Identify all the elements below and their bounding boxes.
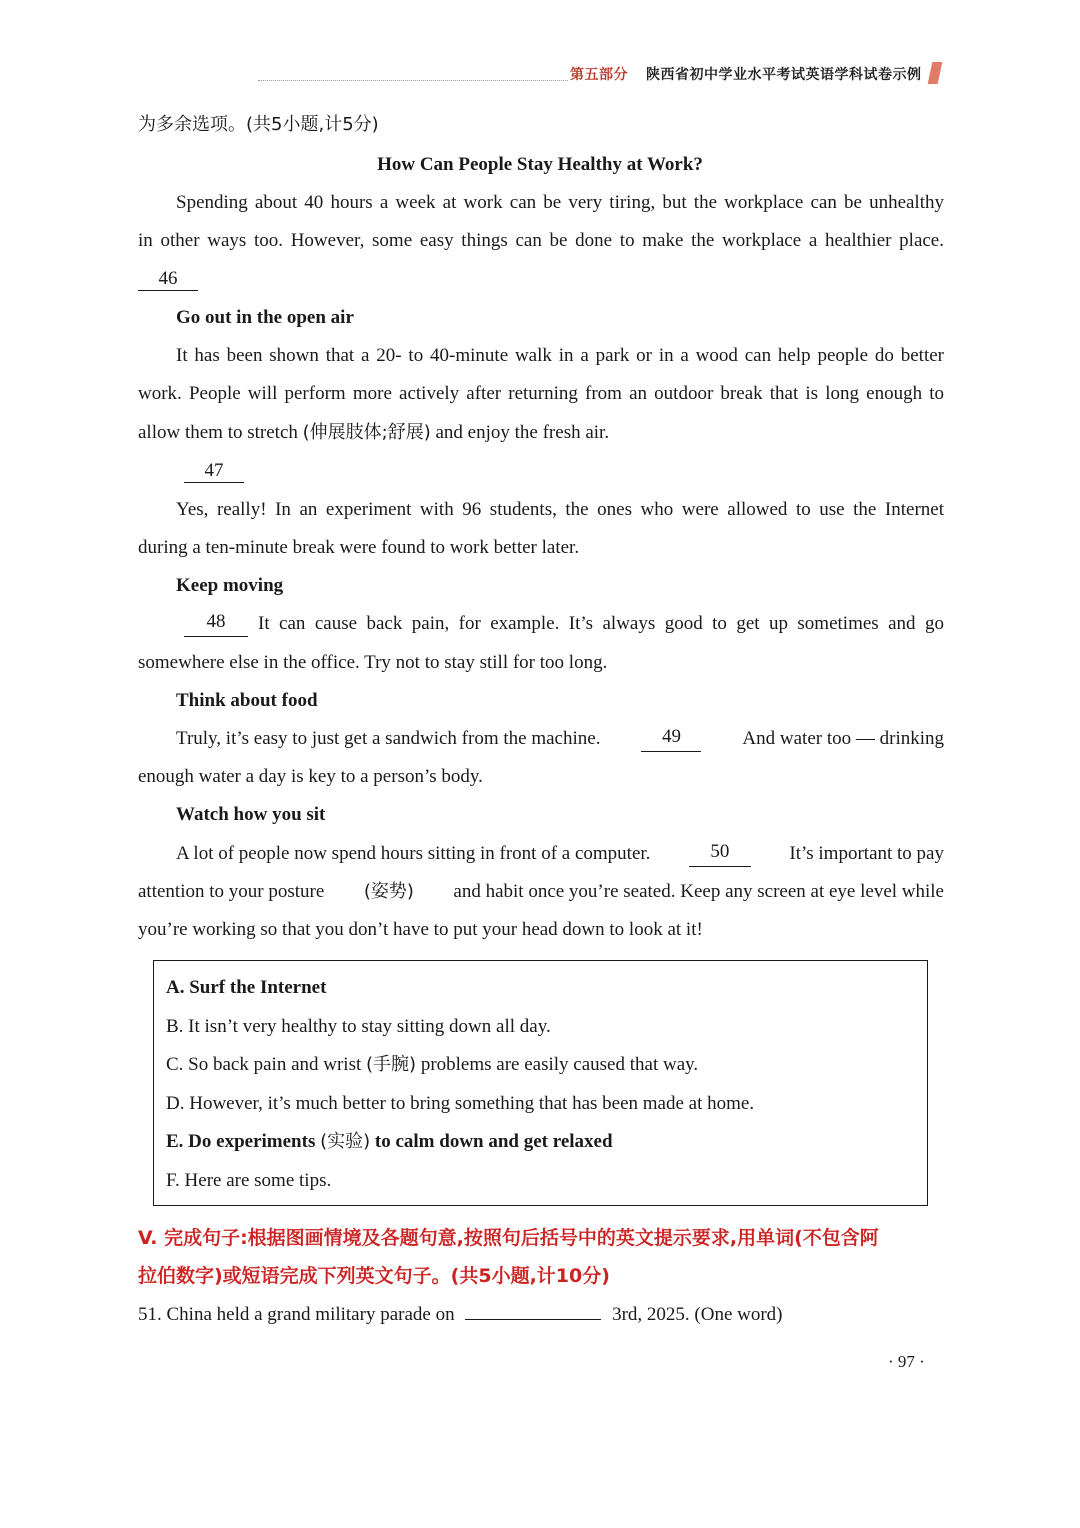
blank-46 xyxy=(138,266,198,292)
page-number: · 97 · xyxy=(888,1352,925,1371)
paragraph-6-line-2 xyxy=(138,879,944,905)
paragraph-5-line-1 xyxy=(176,726,944,752)
paragraph-3-line-2: during a ten-minute break were found to work better later. xyxy=(138,537,580,558)
blank-50-number: 50 xyxy=(689,841,751,867)
gloss-stretch: (伸展肢体;舒展) xyxy=(302,422,431,443)
paragraph-6-line-2-end: and habit once you’re seated. Keep any screen at eye level while xyxy=(453,881,944,902)
paragraph-6-line-1-end: It’s important to pay xyxy=(789,843,944,864)
question-51-end: 3rd, 2025. (One word) xyxy=(612,1304,783,1325)
option-c-start: C. So back pain and wrist xyxy=(166,1054,362,1075)
paragraph-6-line-1 xyxy=(176,841,944,867)
options-box xyxy=(153,960,928,1206)
gloss-posture: (姿势) xyxy=(363,881,414,902)
option-b: B. It isn’t very healthy to stay sitting down all day. xyxy=(166,1016,551,1037)
blank-49-number: 49 xyxy=(641,726,701,752)
option-a: A. Surf the Internet xyxy=(166,977,327,998)
paragraph-2-line-1: It has been shown that a 20- to 40-minute walk in a park or in a wood can help people do better xyxy=(176,345,944,366)
header-tab-decoration xyxy=(928,62,943,84)
question-51-answer-blank[interactable] xyxy=(465,1319,601,1320)
paragraph-6-line-3: you’re working so that you don’t have to put your head down to look at it! xyxy=(138,919,703,940)
question-51-start: 51. China held a grand military parade on xyxy=(138,1304,455,1325)
paragraph-2-line-2: work. People will perform more actively after returning from an outdoor break that is long enough to xyxy=(138,383,944,404)
paragraph-4-line-1-text: It can cause back pain, for example. It’s always good to get up sometimes and go xyxy=(258,613,944,634)
blank-47 xyxy=(184,458,244,484)
question-51 xyxy=(138,1302,783,1328)
blank-47-number: 47 xyxy=(184,460,244,483)
paragraph-2-line-3-start: allow them to stretch xyxy=(138,422,298,443)
option-e xyxy=(166,1129,613,1155)
paragraph-3-line-1: Yes, really! In an experiment with 96 students, the ones who were allowed to use the Internet xyxy=(176,499,944,520)
gloss-wrist: (手腕) xyxy=(366,1054,417,1075)
paragraph-5-line-2: enough water a day is key to a person’s body. xyxy=(138,766,483,787)
paragraph-1-line-2: in other ways too. However, some easy things can be done to make the workplace a healthier place. xyxy=(138,230,944,251)
paragraph-1-line-1: Spending about 40 hours a week at work can be very tiring, but the workplace can be unhealthy xyxy=(176,192,944,213)
paragraph-2-line-3 xyxy=(138,420,609,446)
paragraph-2-line-3-end: and enjoy the fresh air. xyxy=(435,422,610,443)
option-e-end: to calm down and get relaxed xyxy=(374,1131,613,1152)
gloss-experiments: (实验) xyxy=(320,1131,371,1152)
section-5-instruction-line-1: V. 完成句子:根据图画情境及各题句意,按照句后括号中的英文提示要求,用单词(不包含阿 xyxy=(138,1227,879,1249)
passage-title: How Can People Stay Healthy at Work? xyxy=(377,154,703,175)
paragraph-6-line-2-start: attention to your posture xyxy=(138,881,325,902)
header-divider xyxy=(258,80,568,81)
section-5-instruction-line-2: 拉伯数字)或短语完成下列英文句子。(共5小题,计10分) xyxy=(138,1265,610,1287)
paragraph-4-line-2: somewhere else in the office. Try not to stay still for too long. xyxy=(138,652,608,673)
paragraph-6-line-1-start: A lot of people now spend hours sitting in front of a computer. xyxy=(176,843,651,864)
instruction-tail: 为多余选项。(共5小题,计5分) xyxy=(138,114,379,135)
heading-open-air: Go out in the open air xyxy=(176,307,354,328)
option-f: F. Here are some tips. xyxy=(166,1170,332,1191)
option-e-start: E. Do experiments xyxy=(166,1131,316,1152)
option-d: D. However, it’s much better to bring something that has been made at home. xyxy=(166,1093,755,1114)
blank-48-number: 48 xyxy=(184,611,248,637)
option-c xyxy=(166,1052,698,1078)
header-section-label: 第五部分 xyxy=(570,67,628,83)
heading-think-about-food: Think about food xyxy=(176,690,318,711)
paragraph-5-line-1-end: And water too — drinking xyxy=(742,728,944,749)
header-title: 陕西省初中学业水平考试英语学科试卷示例 xyxy=(646,67,922,83)
heading-watch-how-you-sit: Watch how you sit xyxy=(176,804,326,825)
blank-46-number: 46 xyxy=(138,268,198,291)
paragraph-5-line-1-start: Truly, it’s easy to just get a sandwich from the machine. xyxy=(176,728,601,749)
option-c-end: problems are easily caused that way. xyxy=(420,1054,699,1075)
paragraph-4-line-1 xyxy=(184,611,944,637)
heading-keep-moving: Keep moving xyxy=(176,575,284,596)
